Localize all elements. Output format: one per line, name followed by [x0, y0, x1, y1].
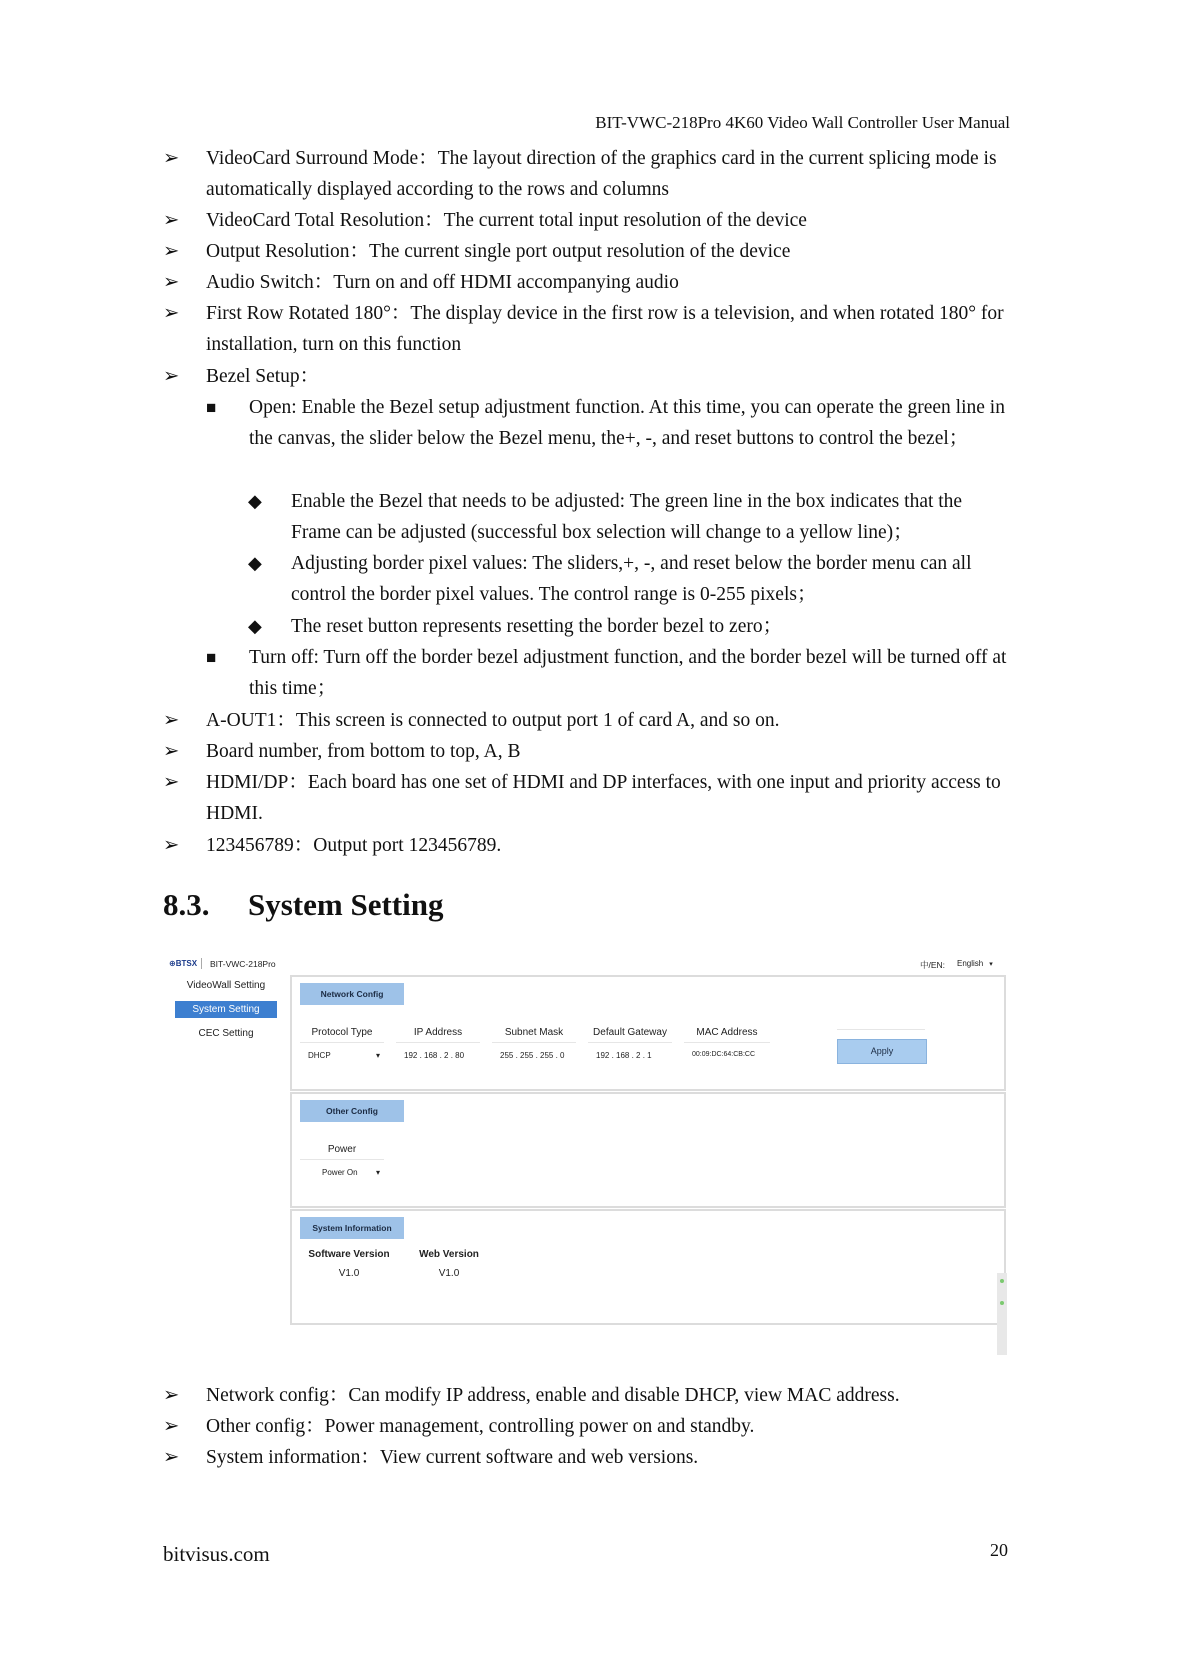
arrow-bullet-icon: ➢ — [163, 210, 180, 231]
running-header: BIT-VWC-218Pro 4K60 Video Wall Controller User Manual — [595, 113, 1010, 132]
power-select[interactable] — [300, 1160, 384, 1177]
diamond-bullet-icon: ◆ — [248, 553, 262, 573]
list-item — [206, 642, 1008, 704]
section-number: 8.3. — [163, 887, 210, 922]
footer-site: bitvisus.com — [163, 1542, 270, 1566]
section-title: System Setting — [248, 887, 444, 922]
list-item-text: Network config：Can modify IP address, enable and disable DHCP, view MAC address. — [206, 1385, 900, 1406]
default-gateway-input[interactable]: 192 . 168 . 2 . 1 — [596, 1051, 652, 1060]
chevron-down-icon: ▾ — [989, 961, 993, 968]
divider — [837, 1029, 925, 1030]
sidebar-item-system-setting[interactable]: System Setting — [175, 1001, 277, 1018]
ip-address-field[interactable] — [396, 1027, 480, 1060]
list-item-text: Bezel Setup： — [206, 366, 320, 387]
list-item-text: VideoCard Surround Mode：The layout direction of the graphics card in the current splicing mode is automatically displayed according to the rows and columns — [206, 148, 997, 200]
list-item-text: Audio Switch：Turn on and off HDMI accompanying audio — [206, 272, 679, 293]
list-item — [163, 1411, 1008, 1442]
arrow-bullet-icon: ➢ — [163, 741, 180, 762]
apply-button[interactable]: Apply — [837, 1039, 927, 1064]
sidebar-item-cec-setting[interactable]: CEC Setting — [198, 1028, 254, 1039]
list-item-text: 123456789：Output port 123456789. — [206, 835, 502, 856]
language-label: 中/EN: — [920, 960, 946, 970]
subnet-mask-input[interactable]: 255 . 255 . 255 . 0 — [500, 1051, 565, 1060]
system-setting-screenshot — [165, 955, 1007, 1355]
power-field[interactable] — [300, 1144, 384, 1177]
arrow-bullet-icon: ➢ — [163, 272, 180, 293]
arrow-bullet-icon: ➢ — [163, 1447, 180, 1468]
arrow-bullet-icon: ➢ — [163, 303, 180, 324]
power-value: Power On — [322, 1168, 358, 1177]
chevron-down-icon: ▾ — [375, 1051, 380, 1060]
list-item — [163, 767, 1008, 829]
list-item-text: A-OUT1：This screen is connected to output port 1 of card A, and so on. — [206, 710, 780, 731]
web-version — [404, 1249, 494, 1279]
list-item — [248, 611, 1008, 642]
divider — [201, 958, 202, 969]
section-heading — [163, 887, 443, 923]
list-item — [163, 1442, 1008, 1473]
list-item-text: The reset button represents resetting the border bezel to zero； — [291, 616, 783, 637]
list-item-text: Enable the Bezel that needs to be adjusted: The green line in the box indicates that the Frame can be adjusted (successful box selection will change to a yellow line)； — [291, 491, 963, 543]
list-item-text: Board number, from bottom to top, A, B — [206, 741, 521, 762]
software-version-value: V1.0 — [338, 1268, 360, 1279]
list-item — [163, 736, 1008, 767]
list-item — [163, 298, 1008, 360]
arrow-bullet-icon: ➢ — [163, 1385, 180, 1406]
web-version-value: V1.0 — [438, 1268, 460, 1279]
square-bullet-icon: ■ — [206, 398, 217, 417]
list-item — [206, 392, 1008, 454]
field-label: Power — [300, 1144, 384, 1160]
list-item — [163, 361, 1008, 392]
language-select[interactable] — [957, 959, 993, 968]
list-item — [163, 705, 1008, 736]
protocol-type-field[interactable] — [300, 1027, 384, 1060]
list-item — [163, 1380, 1008, 1411]
web-version-label: Web Version — [419, 1249, 479, 1260]
top-bar — [165, 955, 1007, 973]
default-gateway-field[interactable] — [588, 1027, 672, 1060]
list-item — [248, 548, 1008, 610]
page-number: 20 — [990, 1540, 1008, 1560]
product-name: BIT-VWC-218Pro — [210, 959, 276, 969]
arrow-bullet-icon: ➢ — [163, 710, 180, 731]
arrow-bullet-icon: ➢ — [163, 772, 180, 793]
tab-network-config[interactable]: Network Config — [300, 983, 404, 1005]
list-item — [163, 205, 1008, 236]
square-bullet-icon: ■ — [206, 648, 217, 667]
list-item-text: HDMI/DP：Each board has one set of HDMI and DP interfaces, with one input and priority access to HDMI. — [206, 772, 1001, 824]
diamond-bullet-icon: ◆ — [248, 491, 262, 511]
list-item — [163, 267, 1008, 298]
list-item-text: First Row Rotated 180°：The display device in the first row is a television, and when rotated 180° for installation, turn on this function — [206, 303, 1004, 355]
arrow-bullet-icon: ➢ — [163, 835, 180, 856]
diamond-bullet-icon: ◆ — [248, 616, 262, 636]
list-item-text: Adjusting border pixel values: The sliders,+, -, and reset below the border menu can all control the border pixel values. The control range is 0-255 pixels； — [291, 553, 972, 605]
status-dot-icon — [1000, 1301, 1004, 1305]
list-item-text: System information：View current software and web versions. — [206, 1447, 699, 1468]
other-config-panel — [290, 1092, 1006, 1208]
field-label: Default Gateway — [588, 1027, 672, 1043]
scrollbar[interactable] — [997, 1273, 1007, 1355]
tab-other-config[interactable]: Other Config — [300, 1100, 404, 1122]
field-label: Protocol Type — [300, 1027, 384, 1043]
mac-address-value: 00:09:DC:64:CB:CC — [692, 1051, 756, 1058]
subnet-mask-field[interactable] — [492, 1027, 576, 1060]
status-dot-icon — [1000, 1279, 1004, 1283]
list-item — [163, 830, 1008, 861]
arrow-bullet-icon: ➢ — [163, 366, 180, 387]
list-item-text: Turn off: Turn off the border bezel adjustment function, and the border bezel will be turned off at this time； — [249, 647, 1007, 699]
arrow-bullet-icon: ➢ — [163, 1416, 180, 1437]
mac-address-field — [684, 1027, 770, 1058]
field-label: IP Address — [396, 1027, 480, 1043]
software-version — [304, 1249, 394, 1279]
list-item-text: VideoCard Total Resolution：The current total input resolution of the device — [206, 210, 807, 231]
field-label: Subnet Mask — [492, 1027, 576, 1043]
system-information-panel — [290, 1209, 1006, 1325]
tab-system-information[interactable]: System Information — [300, 1217, 404, 1239]
language-value: English — [957, 959, 984, 968]
brand-logo: ⊕BTSX — [169, 959, 198, 968]
ip-address-input[interactable]: 192 . 168 . 2 . 80 — [404, 1051, 465, 1060]
network-config-panel — [290, 975, 1006, 1091]
sidebar-item-videowall-setting[interactable]: VideoWall Setting — [186, 980, 266, 991]
list-item-text: Other config：Power management, controlling power on and standby. — [206, 1416, 755, 1437]
list-item-text: Open: Enable the Bezel setup adjustment function. At this time, you can operate the green line in the canvas, the slider below the Bezel menu, the+, -, and reset buttons to control the bezel； — [249, 397, 1005, 449]
protocol-value: DHCP — [308, 1051, 331, 1060]
chevron-down-icon: ▾ — [375, 1168, 380, 1177]
list-item — [163, 236, 1008, 267]
protocol-select[interactable] — [300, 1043, 384, 1060]
field-label: MAC Address — [684, 1027, 770, 1043]
arrow-bullet-icon: ➢ — [163, 241, 180, 262]
list-item-text: Output Resolution：The current single port output resolution of the device — [206, 241, 791, 262]
software-version-label: Software Version — [308, 1249, 390, 1260]
list-item — [163, 143, 1008, 205]
arrow-bullet-icon: ➢ — [163, 148, 180, 169]
list-item — [248, 486, 1008, 548]
